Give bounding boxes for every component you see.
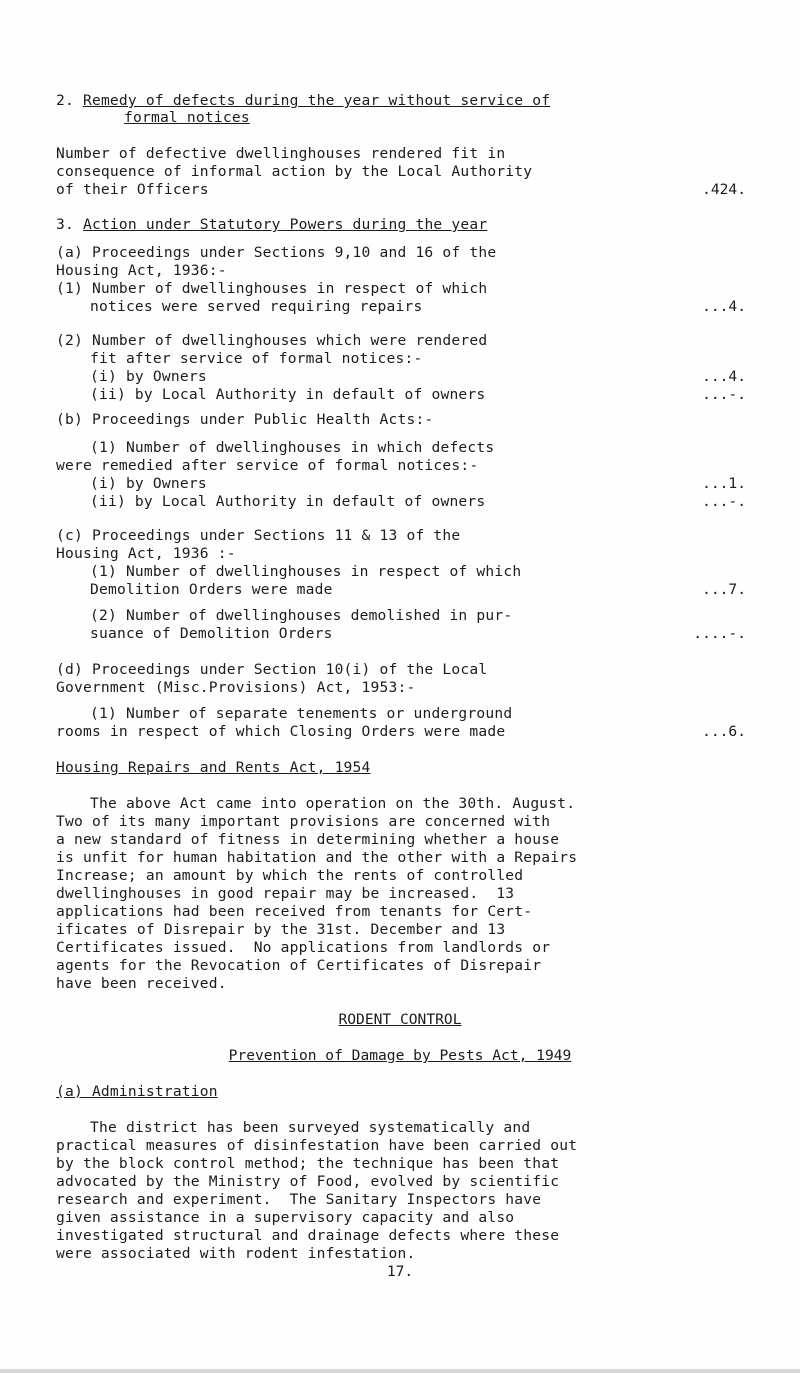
section-3a-item-1-line-2: notices were served requiring repairs (90, 298, 423, 315)
section-2-heading-line-2: formal notices (124, 109, 250, 126)
section-2-body-line-3: of their Officers (56, 181, 209, 198)
housing-para-line-8: ificates of Disrepair by the 31st. December and 13 (56, 921, 506, 938)
rodent-para-line-7: investigated structural and drainage defects where these (56, 1227, 560, 1244)
section-3b-owners-value: ...1. (702, 475, 746, 492)
rodent-para-line-4: advocated by the Ministry of Food, evolved by scientific (56, 1173, 560, 1190)
section-3d-line-1: (d) Proceedings under Section 10(i) of the Local (56, 661, 488, 678)
section-3c-line-2: Housing Act, 1936 :- (56, 545, 236, 562)
housing-para-line-4: is unfit for human habitation and the other with a Repairs (56, 849, 578, 866)
section-3-heading-line (56, 215, 487, 234)
section-3a-local-authority-value: ...-. (702, 386, 746, 403)
section-3b-owners: (i) by Owners (90, 475, 207, 492)
rodent-control-heading-wrap (0, 1010, 800, 1029)
pests-act-heading: Prevention of Damage by Pests Act, 1949 (228, 1047, 572, 1064)
section-3c-item-1-line-2: Demolition Orders were made (90, 581, 333, 598)
section-3b-local-authority: (ii) by Local Authority in default of owners (90, 493, 486, 510)
section-3c-item-2-value: ....-. (693, 625, 746, 642)
section-2-body-line-2: consequence of informal action by the Local Authority (56, 163, 533, 180)
section-3c-item-2-line-1: (2) Number of dwellinghouses demolished in pur- (90, 607, 513, 624)
housing-para-line-11: have been received. (56, 975, 227, 992)
section-3-heading: Action under Statutory Powers during the year (82, 216, 488, 233)
page-bottom-edge (0, 1369, 800, 1373)
section-3d-item-1-line-1: (1) Number of separate tenements or underground (90, 705, 513, 722)
pests-act-heading-wrap (0, 1046, 800, 1065)
housing-act-heading: Housing Repairs and Rents Act, 1954 (56, 759, 371, 776)
housing-para-line-3: a new standard of fitness in determining whether a house (56, 831, 560, 848)
section-3c-line-1: (c) Proceedings under Sections 11 & 13 of the (56, 527, 461, 544)
section-3b-item-1-line-1: (1) Number of dwellinghouses in which defects (90, 439, 495, 456)
rodent-para-line-5: research and experiment. The Sanitary Inspectors have (56, 1191, 542, 1208)
rodent-para-line-3: by the block control method; the technique has been that (56, 1155, 560, 1172)
section-3c-item-1-line-1: (1) Number of dwellinghouses in respect of which (90, 563, 522, 580)
section-3b-line-1: (b) Proceedings under Public Health Acts:- (56, 411, 434, 428)
section-3c-item-1-value: ...7. (702, 581, 746, 598)
housing-para-line-10: agents for the Revocation of Certificates of Disrepair (56, 957, 542, 974)
housing-para-line-1: The above Act came into operation on the 30th. August. (90, 795, 576, 812)
section-3a-line-1: (a) Proceedings under Sections 9,10 and 16 of the (56, 244, 497, 261)
section-3a-local-authority: (ii) by Local Authority in default of owners (90, 386, 486, 403)
section-3a-item-2-line-1: (2) Number of dwellinghouses which were rendered (56, 332, 488, 349)
section-3c-item-2-line-2: suance of Demolition Orders (90, 625, 333, 642)
section-3d-line-2: Government (Misc.Provisions) Act, 1953:- (56, 679, 416, 696)
section-3a-item-2-line-2: fit after service of formal notices:- (90, 350, 423, 367)
housing-para-line-9: Certificates issued. No applications from landlords or (56, 939, 551, 956)
rodent-para-line-1: The district has been surveyed systematically and (90, 1119, 531, 1136)
rodent-para-line-6: given assistance in a supervisory capacity and also (56, 1209, 515, 1226)
section-3a-line-2: Housing Act, 1936:- (56, 262, 227, 279)
section-3a-item-1-value: ...4. (702, 298, 746, 315)
section-3a-owners: (i) by Owners (90, 368, 207, 385)
housing-para-line-6: dwellinghouses in good repair may be increased. 13 (56, 885, 515, 902)
section-2-number: 2. (56, 92, 83, 109)
administration-heading: (a) Administration (56, 1083, 218, 1100)
rodent-control-heading: RODENT CONTROL (338, 1011, 462, 1028)
section-2-body-line-1: Number of defective dwellinghouses rendered fit in (56, 145, 506, 162)
section-2-heading: Remedy of defects during the year without service of (82, 92, 551, 109)
rodent-para-line-8: were associated with rodent infestation. (56, 1245, 416, 1262)
section-3d-item-1-line-2: rooms in respect of which Closing Orders were made (56, 723, 506, 740)
page-number: 17. (386, 1263, 414, 1280)
section-3b-local-authority-value: ...-. (702, 493, 746, 510)
section-3a-item-1-line-1: (1) Number of dwellinghouses in respect of which (56, 280, 488, 297)
section-3d-item-1-value: ...6. (702, 723, 746, 740)
section-3a-owners-value: ...4. (702, 368, 746, 385)
housing-para-line-2: Two of its many important provisions are concerned with (56, 813, 551, 830)
housing-para-line-5: Increase; an amount by which the rents of controlled (56, 867, 524, 884)
section-2-value: .424. (702, 181, 746, 198)
housing-para-line-7: applications had been received from tenants for Cert- (56, 903, 533, 920)
section-3-number: 3. (56, 216, 83, 233)
section-3b-item-1-line-2: were remedied after service of formal notices:- (56, 457, 479, 474)
rodent-para-line-2: practical measures of disinfestation have been carried out (56, 1137, 578, 1154)
